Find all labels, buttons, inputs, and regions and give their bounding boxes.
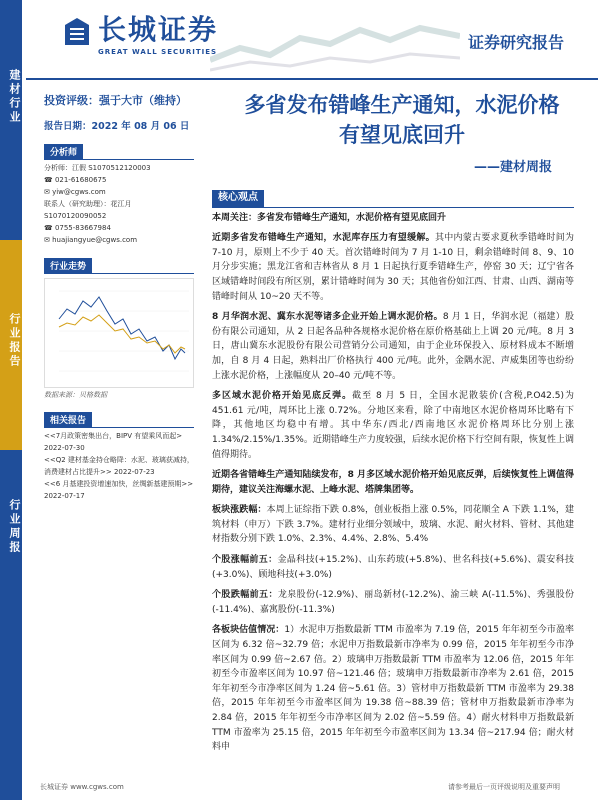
header-rule bbox=[26, 78, 598, 80]
related-report-link[interactable]: <<Q2 建材基金持仓略降：水泥、玻璃获减持，消费建材占比提升>> 2022-07-23 bbox=[44, 456, 194, 476]
analyst-line: ☎ 0755-83667984 bbox=[44, 224, 111, 232]
report-date bbox=[44, 118, 194, 132]
paragraph-8 bbox=[212, 623, 574, 754]
related-report-link[interactable]: <<6 月基建投资增速加快，丝绸新基建预期>> 2022-07-17 bbox=[44, 480, 194, 500]
paragraph-3 bbox=[212, 389, 574, 462]
p3-body: 截至 8 月 5 日，全国水泥散装价(含税,P.O42.5)为 451.61 元/吨，周环比上涨 0.72%。分地区来看，除了中南地区水泥价格周环比略有下降，其他地区均稳中有增。其中华东/西北/西南地区水泥价格周环比分别上涨 1.34%/2.15%/1.35%。近期错峰生产力度较强，后续水泥价格下行空间有限，恢复性上调值得期待。 bbox=[212, 391, 574, 460]
logo-icon bbox=[62, 15, 92, 49]
logo-en-text: GREAT WALL SECURITIES bbox=[98, 48, 218, 56]
header bbox=[0, 0, 600, 90]
p7-lead: 个股跌幅前五： bbox=[212, 590, 278, 601]
sidebar-label-weekly: 行业周报 bbox=[8, 499, 21, 555]
analyst-rule bbox=[44, 159, 194, 160]
core-view-rule bbox=[212, 207, 574, 208]
related-rule bbox=[44, 427, 194, 428]
sidebar-label-industry: 建材行业 bbox=[8, 69, 21, 125]
p1-lead: 近期多省发布错峰生产通知，水泥库存压力有望缓解。 bbox=[212, 233, 435, 244]
analyst-line[interactable]: ✉ yiw@cgws.com bbox=[44, 188, 106, 196]
sidebar bbox=[0, 0, 22, 800]
industry-trend-chart bbox=[44, 278, 194, 388]
rating bbox=[44, 92, 194, 108]
related-tag: 相关报告 bbox=[44, 412, 92, 427]
p5-lead: 板块涨跌幅： bbox=[212, 505, 267, 516]
weekly-focus: 本周关注：多省发布错峰生产通知，水泥价格有望见底回升 bbox=[212, 212, 447, 223]
trend-rule bbox=[44, 273, 194, 274]
paragraph-5 bbox=[212, 503, 574, 547]
p2-lead: 8 月华润水泥、冀东水泥等诸多企业开始上调水泥价格。 bbox=[212, 312, 443, 323]
analyst-line: 联系人（研究助理）：花江月 bbox=[44, 200, 132, 208]
date-label: 报告日期： bbox=[44, 121, 92, 132]
report-subtitle: ——建材周报 bbox=[473, 160, 552, 175]
report-title bbox=[212, 90, 592, 150]
left-column bbox=[44, 92, 194, 502]
paragraph-1 bbox=[212, 231, 574, 304]
p6-lead: 个股涨幅前五： bbox=[212, 555, 278, 566]
main-content bbox=[212, 190, 574, 761]
title-line-2: 有望见底回升 bbox=[339, 122, 465, 147]
p5-body: 本周上证综指下跌 0.8%，创业板指上涨 0.5%，同花顺全 A 下跌 1.1%，建筑材料（申万）下跌 3.7%。建材行业细分领域中，玻璃、水泥、耐火材料、管材、其他建材指数分别下跌 1.0%、2.3%、4.4%、2.8%、5.4% bbox=[212, 505, 574, 545]
analyst-line: S1070120090052 bbox=[44, 212, 107, 220]
footer-left: 长城证券 www.cgws.com bbox=[40, 783, 124, 791]
p1-body: 其中内蒙古要求夏秋季错峰时间为 7-10 月，原则上不少于 40 天。首次错峰时间为 7 月 1-10 日，剩余错峰时间 8、9、10 月分步实施；黑龙江省和吉林省从 8 月 1 日起执行夏季错峰生产，停窑 30 天；辽宁省各区域错峰时间段有所区别，累计错峰时间为 30 天；其他省份如江西、甘肃、山西、湖南等错峰时间从 10~20 天不等。 bbox=[212, 233, 574, 302]
p8-body: 1）水泥申万指数最新 TTM 市盈率为 7.19 倍，2015 年年初至今市盈率区间为 6.32 倍~32.79 倍；水泥申万指数最新市净率为 0.99 倍，2015 年年初至今市净率区间为 0.99 倍~2.67 倍。2）玻璃申万指数最新 TTM 市盈率为 12.06 倍，2015 年年初至今市盈率区间为 10.97 倍~121.46 倍；玻璃申万指数最新市净率为 2.61 倍，2015 年年初至今市净率区间为 1.24 倍~5.61 倍。3）管材申万指数最新 TTM 市盈率为 29.38 倍，2015 年年初至今市盈率区间为 19.38 倍~88.39 倍；管材申万指数最新市净率为 2.84 倍，2015 年年初至今市净率区间为 2.02 倍~5.59 倍。4）耐火材料申万指数最新 TTM 市盈率为 25.15 倍，2015 年年初至今市盈率区间为 13.34 倍~217.94 倍；耐火材料申 bbox=[212, 625, 574, 753]
rating-value: 强于大市（维持） bbox=[99, 94, 187, 107]
paragraph-6 bbox=[212, 553, 574, 582]
trend-tag: 行业走势 bbox=[44, 258, 92, 273]
footer-right: 请参考最后一页评级说明及重要声明 bbox=[448, 783, 560, 791]
report-type: 证券研究报告 bbox=[467, 33, 564, 52]
analyst-line: 分析师：江假 S1070512120003 bbox=[44, 164, 151, 172]
analyst-line: ☎ 021-61680675 bbox=[44, 176, 107, 184]
paragraph-4: 近期各省错峰生产通知陆续发布，8 月多区域水泥价格开始见底反弹，后续恢复性上调值得期待，建议关注海螺水泥、上峰水泥、塔牌集团等。 bbox=[212, 470, 574, 495]
paragraph-7 bbox=[212, 588, 574, 617]
p7-body: 龙泉股份(-12.9%)、丽岛新材(-12.2%)、渝三峡 A(-11.5%)、秀强股份(-11.4%)、嘉寓股份(-11.3%) bbox=[212, 590, 574, 615]
core-view-tag: 核心观点 bbox=[212, 190, 264, 207]
logo bbox=[62, 8, 218, 56]
analyst-info bbox=[44, 162, 194, 246]
trend-line-index bbox=[59, 315, 185, 353]
p6-body: 金晶科技(+15.2%)、山东药玻(+5.8%)、世名科技(+5.6%)、震安科技(+3.0%)、顾地科技(+3.0%) bbox=[212, 555, 574, 580]
paragraph-2 bbox=[212, 310, 574, 383]
chart-source: 数据来源：贝格数据 bbox=[44, 391, 107, 399]
trend-chart-svg bbox=[45, 279, 193, 387]
sidebar-label-report: 行业报告 bbox=[8, 313, 21, 369]
analyst-line[interactable]: ✉ huajiangyue@cgws.com bbox=[44, 236, 138, 244]
p3-lead: 多区域水泥价格开始见底反弹。 bbox=[212, 391, 353, 402]
related-reports bbox=[44, 430, 194, 502]
p8-lead: 各板块估值情况： bbox=[212, 625, 285, 636]
analyst-tag: 分析师 bbox=[44, 144, 83, 159]
p2-body: 8 月 1 日，华润水泥（福建）股份有限公司通知，从 2 日起各品种各规格水泥价格在原价格基础上上调 20 元/吨。8 月 3 日，唐山冀东水泥股份有限公司营销分公司通知，由于企业环保投入、原材料成本不断增加，自 8 月 4 日起，熟料出厂价格执行 400 元/吨。此外，金隅水泥、声威集团等也纷纷上涨水泥价格，上涨幅度从 20–40 元/吨不等。 bbox=[212, 312, 574, 381]
date-value: 2022 年 08 月 06 日 bbox=[91, 121, 190, 132]
great-wall-watermark bbox=[210, 0, 460, 78]
trend-line-industry bbox=[59, 297, 185, 359]
title-line-1: 多省发布错峰生产通知，水泥价格 bbox=[244, 92, 560, 117]
logo-cn-text: 长城证券 bbox=[98, 13, 219, 46]
related-report-link[interactable]: <<7月政策密集出台，BIPV 有望乘风而起> 2022-07-30 bbox=[44, 432, 183, 452]
rating-label: 投资评级： bbox=[44, 94, 99, 107]
